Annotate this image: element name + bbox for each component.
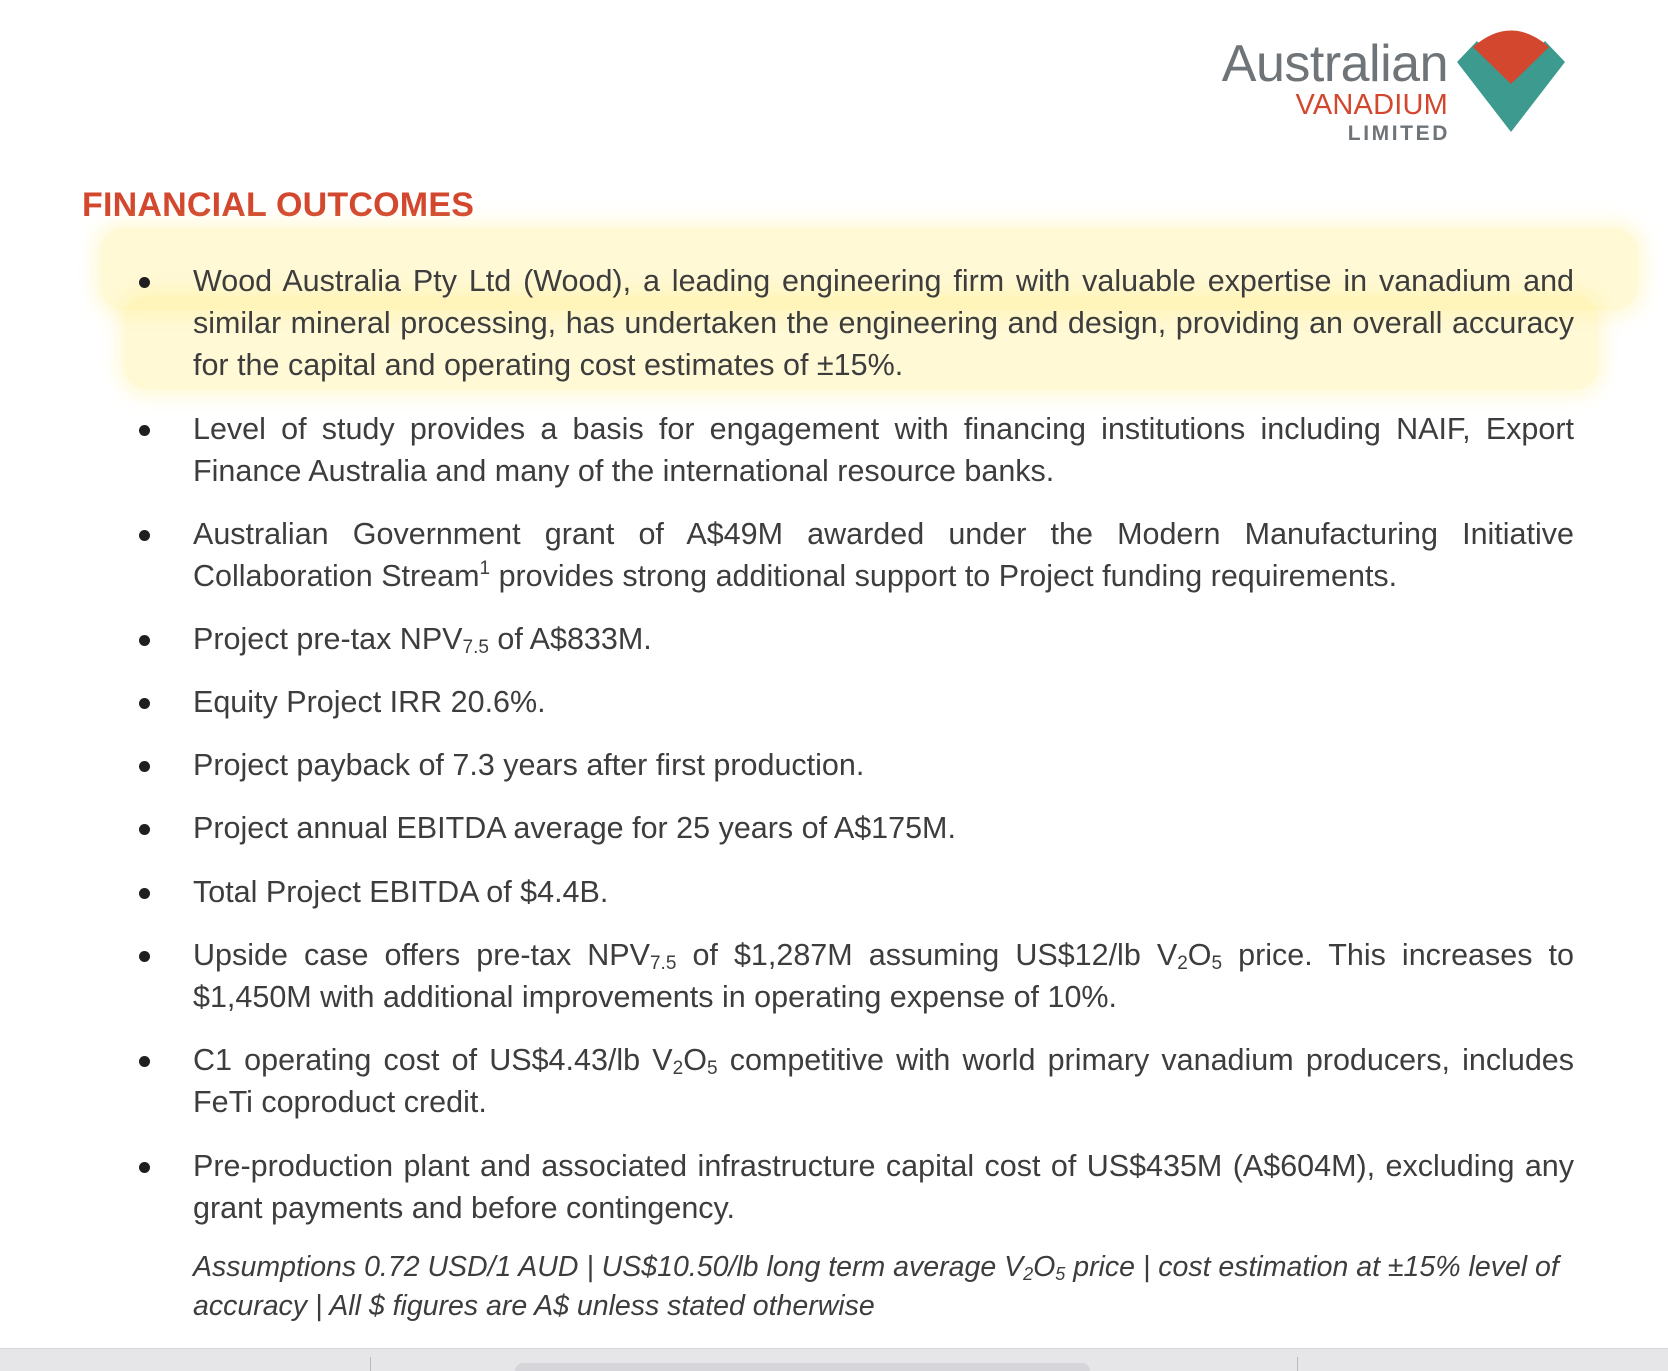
bullet-icon (139, 530, 150, 541)
subscript: 2 (672, 1058, 684, 1079)
bullet-text (193, 513, 1574, 597)
bullet-icon (139, 951, 150, 962)
section-title: FINANCIAL OUTCOMES (82, 186, 475, 224)
logo-line-vanadium: VANADIUM (1295, 89, 1448, 121)
bullet-text-part: C1 operating cost of US$4.43/lb V (193, 1043, 673, 1077)
subscript: 7.5 (462, 637, 489, 658)
vanadium-v-logo-icon (1451, 28, 1571, 148)
toolbar-divider (1297, 1357, 1298, 1371)
bullet-icon (139, 425, 150, 436)
bullet-icon (139, 761, 150, 772)
subscript: 7.5 (649, 953, 677, 974)
bullet-text (193, 1039, 1574, 1123)
bullet-icon (139, 888, 150, 899)
bullet-text-part: provides strong additional support to Project funding requirements. (490, 559, 1398, 593)
bullet-text: Total Project EBITDA of $4.4B. (193, 875, 609, 909)
bullet-icon (139, 635, 150, 646)
bullet-text: Wood Australia Pty Ltd (Wood), a leading engineering firm with valuable expertise in vanadium and similar mineral processing, has undertaken the engineering and design, providing an overall accuracy for the capital and operating cost estimates of ±15%. (193, 264, 1574, 382)
bullet-text-part: of A$833M. (488, 622, 652, 656)
bullet-text-part: Project pre-tax NPV (193, 622, 463, 656)
bullet-icon (139, 1056, 150, 1067)
bullet-text (193, 618, 1574, 660)
subscript: 2 (1023, 1264, 1034, 1284)
bullet-text: Level of study provides a basis for engagement with financing institutions including NAIF, Export Finance Australia and many of the international resource banks. (193, 412, 1574, 488)
company-logo (1205, 28, 1575, 148)
bullet-text: Equity Project IRR 20.6%. (193, 685, 546, 719)
note-text-part: price | cost estimation at ±15% level of accuracy | All $ figures are A$ unless stated otherwise (193, 1251, 1559, 1322)
subscript: 5 (706, 1058, 718, 1079)
footnote-marker: 1 (479, 558, 491, 579)
bullet-text-part: of $1,287M assuming US$12/lb V (676, 938, 1178, 972)
bullet-icon (139, 277, 150, 288)
bullet-text-part: price. This increases to $1,450M with additional improvements in operating expense of 10%. (193, 938, 1574, 1014)
scroll-handle[interactable] (515, 1363, 1090, 1371)
logo-line-australian: Australian (1221, 35, 1448, 93)
bullet-text: Project annual EBITDA average for 25 years of A$175M. (193, 811, 956, 845)
bullet-text-part: O (683, 1043, 707, 1077)
bullet-text-part: O (1187, 938, 1212, 972)
bullet-icon (139, 824, 150, 835)
bullet-text: Pre-production plant and associated infrastructure capital cost of US$435M (A$604M), excluding any grant payments and before contingency. (193, 1149, 1574, 1225)
subscript: 2 (1177, 953, 1188, 974)
bullet-text-part: Australian Government grant of A$49M awarded under the Modern Manufacturing Initiative Collaboration Stream (193, 517, 1574, 593)
logo-wordmark (1221, 35, 1450, 145)
bullet-text: Project payback of 7.3 years after first production. (193, 748, 865, 782)
assumptions-note (193, 1248, 1574, 1326)
bullet-icon (139, 1162, 150, 1173)
bullet-text-part: competitive with world primary vanadium producers, includes FeTi coproduct credit. (193, 1043, 1574, 1119)
note-text-part: Assumptions 0.72 USD/1 AUD | US$10.50/lb long term average V (193, 1251, 1024, 1283)
note-text-part: O (1033, 1251, 1056, 1283)
bullet-icon (139, 698, 150, 709)
subscript: 5 (1055, 1264, 1066, 1284)
viewer-bottom-bar (0, 1348, 1668, 1371)
subscript: 5 (1211, 953, 1223, 974)
logo-line-limited: LIMITED (1347, 122, 1450, 145)
toolbar-divider (370, 1357, 371, 1371)
bullet-text-part: Upside case offers pre-tax NPV (193, 938, 650, 972)
bullet-text (193, 934, 1574, 1018)
